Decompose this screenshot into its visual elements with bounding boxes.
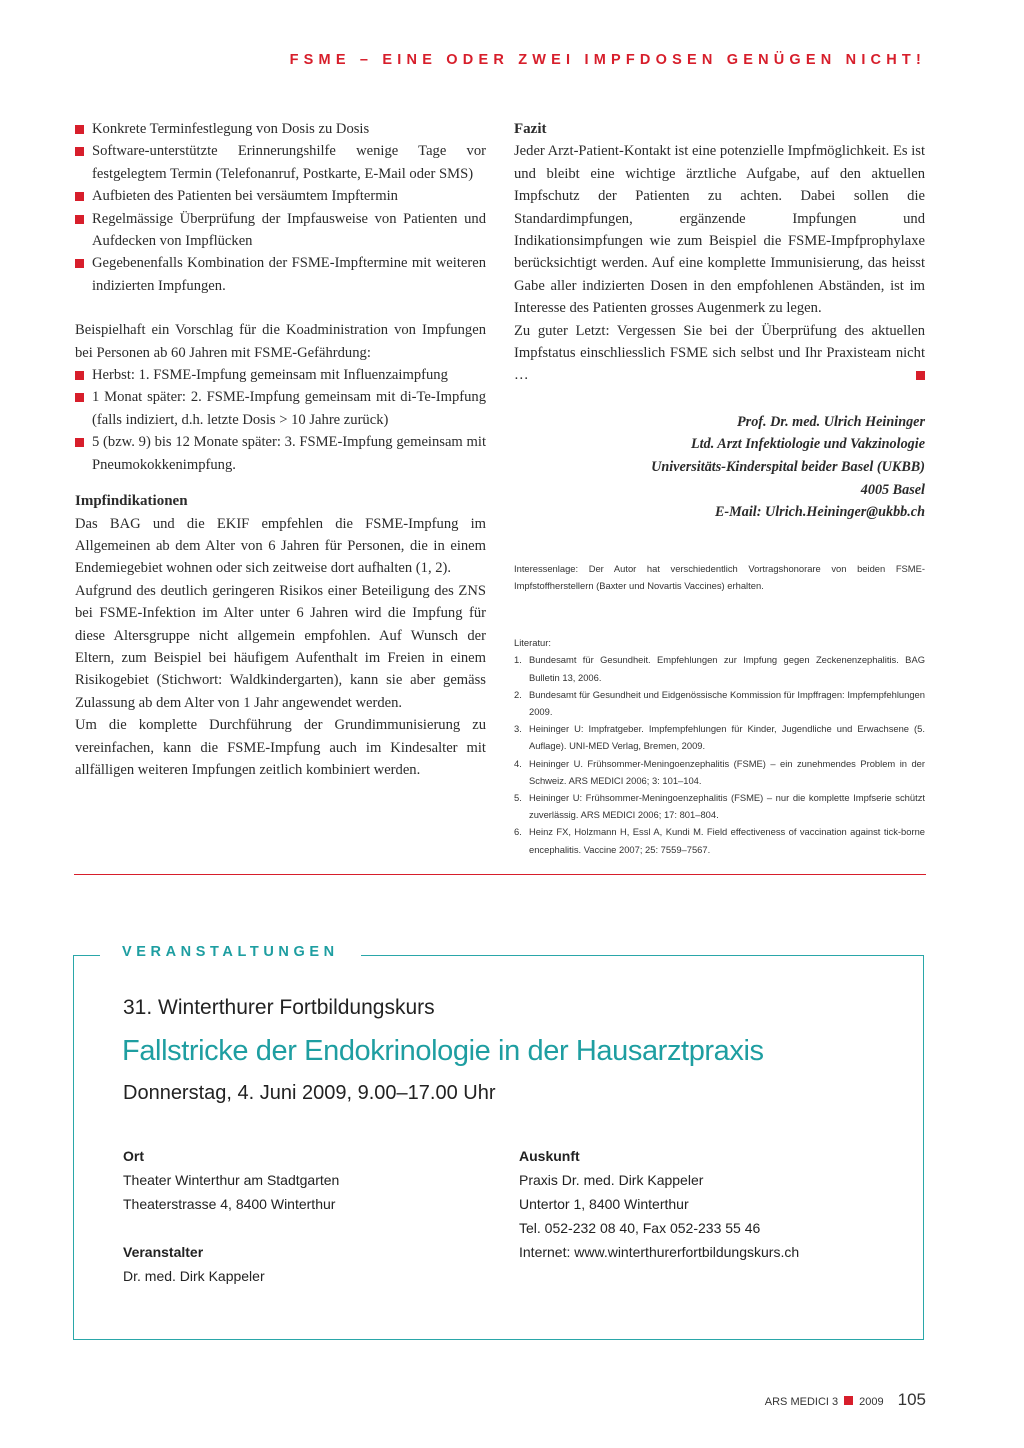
list-item: Herbst: 1. FSME-Impfung gemeinsam mit Influenzaimpfung [75, 364, 486, 386]
literature-item: 2. Bundesamt für Gesundheit und Eidgenössische Kommission für Impffragen: Impfempfehlungen 2009. [514, 688, 925, 718]
contact-line: Praxis Dr. med. Dirk Kappeler [519, 1172, 704, 1188]
paragraph: Das BAG und die EKIF empfehlen die FSME-Impfung im Allgemeinen ab dem Alter von 6 Jahren für Personen, die in einem Endemiegebiet wohnen oder sich zeitweise dort aufhalten (1, 2). [75, 515, 486, 577]
section-heading-fazit: Fazit [514, 121, 547, 137]
example-intro: Beispielhaft ein Vorschlag für die Koadministration von Impfungen bei Personen ab 60 Jahren mit FSME-Gefährdung: [75, 322, 486, 361]
literature-list [514, 651, 925, 857]
list-item: Gegebenenfalls Kombination der FSME-Impftermine mit weiteren indizierten Impfungen. [75, 252, 486, 297]
paragraph: Zu guter Letzt: Vergessen Sie bei der Überprüfung des aktuellen Impfstatus einschliesslich FSME sich selbst und Ihr Praxisteam nicht … [514, 322, 925, 384]
left-column [75, 118, 486, 781]
journal-name: ARS MEDICI 3 [764, 1396, 839, 1408]
red-square-bullet-icon [75, 393, 84, 402]
contact-label: Auskunft [519, 1148, 580, 1164]
conflict-of-interest-note: Interessenlage: Der Autor hat verschiedentlich Vortragshonorare von beiden FSME-Impfstoffherstellern (Baxter und Novartis Vaccines) erhalten. [514, 562, 925, 592]
contact-line: Untertor 1, 8400 Winterthur [519, 1196, 689, 1212]
red-square-separator-icon [844, 1396, 853, 1405]
literature-item: 5. Heininger U: Frühsommer-Meningoenzephalitis (FSME) – nur die komplette Impfserie schützt zuverlässig. ARS MEDICI 2006; 17: 801–804. [514, 792, 925, 821]
contact-line: Tel. 052-232 08 40, Fax 052-233 55 46 [519, 1220, 761, 1236]
literature-item: 6. Heinz FX, Holzmann H, Essl A, Kundi M. Field effectiveness of vaccination against tick-borne encephalitis. Vaccine 2007; 25: 7559–7567. [514, 826, 925, 855]
author-signature [514, 411, 925, 524]
event-organizer [123, 1240, 265, 1288]
author-city: 4005 Basel [860, 481, 925, 498]
list-item: Aufbieten des Patienten bei versäumtem Impftermin [75, 185, 486, 207]
list-item: Konkrete Terminfestlegung von Dosis zu Dosis [75, 118, 486, 140]
location-line: Theaterstrasse 4, 8400 Winterthur [123, 1196, 336, 1212]
journal-year: 2009 [859, 1396, 884, 1408]
author-institution: Universitäts-Kinderspital beider Basel (UKBB) [651, 459, 925, 476]
organizer-line: Dr. med. Dirk Kappeler [123, 1268, 265, 1284]
event-contact [519, 1144, 799, 1264]
red-square-bullet-icon [75, 192, 84, 201]
organizer-label: Veranstalter [123, 1244, 204, 1260]
location-line: Theater Winterthur am Stadtgarten [123, 1172, 340, 1188]
event-kicker: 31. Winterthurer Fortbildungskurs [123, 996, 435, 1019]
author-position: Ltd. Arzt Infektiologie und Vakzinologie [691, 436, 925, 453]
author-email: E-Mail: Ulrich.Heininger@ukbb.ch [714, 504, 925, 521]
list-item: 1 Monat später: 2. FSME-Impfung gemeinsam mit di-Te-Impfung (falls indiziert, d.h. letzte Dosis > 10 Jahre zurück) [75, 386, 486, 431]
right-column [514, 118, 925, 858]
paragraph: Jeder Arzt-Patient-Kontakt ist eine potenzielle Impfmöglichkeit. Es ist und bleibt eine wichtige ärztliche Aufgabe, auf den aktuellen Impfschutz der Patienten zu achten. Dabei sollen die Standardimpfungen, ergänzende Impfungen und Indikationsimpfungen wie zum Beispiel die FSME-Impfprophylaxe berücksichtigt werden. Auf eine komplette Immunisierung, das heisst Gabe aller indizierten Dosen in den empfohlenen Abständen, ist im Interesse des Patienten grosses Augenmerk zu legen. [514, 143, 925, 317]
section-divider [74, 874, 926, 875]
red-square-bullet-icon [75, 259, 84, 268]
events-label: VERANSTALTUNGEN [100, 944, 361, 960]
literature-item: 4. Heininger U. Frühsommer-Meningoenzephalitis (FSME) – ein zunehmendes Problem in der Schweiz. ARS MEDICI 2006; 3: 101–104. [514, 757, 925, 786]
red-square-bullet-icon [75, 125, 84, 134]
literature-item: 1. Bundesamt für Gesundheit. Empfehlungen zur Impfung gegen Zeckenenzephalitis. BAG Bulletin 13, 2006. [514, 654, 925, 683]
section-heading-impfindikationen: Impfindikationen [75, 493, 188, 510]
red-square-bullet-icon [75, 215, 84, 224]
author-name: Prof. Dr. med. Ulrich Heininger [737, 413, 925, 430]
list-item: Software-unterstützte Erinnerungshilfe wenige Tage vor festgelegtem Termin (Telefonanruf, Postkarte, E-Mail oder SMS) [75, 140, 486, 185]
event-title: Fallstricke der Endokrinologie in der Hausarztpraxis [122, 1035, 764, 1067]
event-date: Donnerstag, 4. Juni 2009, 9.00–17.00 Uhr [123, 1082, 496, 1104]
paragraph: Um die komplette Durchführung der Grundimmunisierung zu vereinfachen, kann die FSME-Impfung auch im Kindesalter mit allfälligen weiteren Impfungen zeitlich kombiniert werden. [75, 717, 486, 778]
red-square-bullet-icon [75, 438, 84, 447]
red-square-bullet-icon [75, 371, 84, 380]
page-number: 105 [897, 1390, 926, 1409]
page-footer [765, 1390, 926, 1410]
reminder-list [75, 118, 486, 297]
coadministration-list [75, 364, 486, 476]
contact-website: Internet: www.winterthurerfortbildungskurs.ch [519, 1244, 800, 1260]
red-square-bullet-icon [75, 147, 84, 156]
end-of-article-icon [916, 371, 925, 380]
event-location [123, 1144, 339, 1216]
list-item: Regelmässige Überprüfung der Impfausweise von Patienten und Aufdecken von Impflücken [75, 208, 486, 253]
literature-heading: Literatur: [514, 637, 551, 649]
list-item: 5 (bzw. 9) bis 12 Monate später: 3. FSME-Impfung gemeinsam mit Pneumokokkenimpfung. [75, 431, 486, 476]
paragraph: Aufgrund des deutlich geringeren Risikos einer Beteiligung des ZNS bei FSME-Infektion im Alter unter 6 Jahren wird die Impfung für diese Altersgruppe nicht allgemein empfohlen. Auf Wunsch der Eltern, zum Beispiel bei häufigem Aufenthalt im Freien in einem Risikogebiet (Stichwort: Waldkindergarten), kann sie aber gemäss Zulassung ab dem Alter von 1 Jahr angewendet werden. [75, 582, 486, 711]
literature-item: 3. Heininger U: Impfratgeber. Impfempfehlungen für Kinder, Jugendliche und Erwachsene (5. Auflage). UNI-MED Verlag, Bremen, 2009. [514, 723, 925, 752]
running-header: FSME – EINE ODER ZWEI IMPFDOSEN GENÜGEN NICHT! [289, 52, 926, 68]
location-label: Ort [123, 1148, 144, 1164]
